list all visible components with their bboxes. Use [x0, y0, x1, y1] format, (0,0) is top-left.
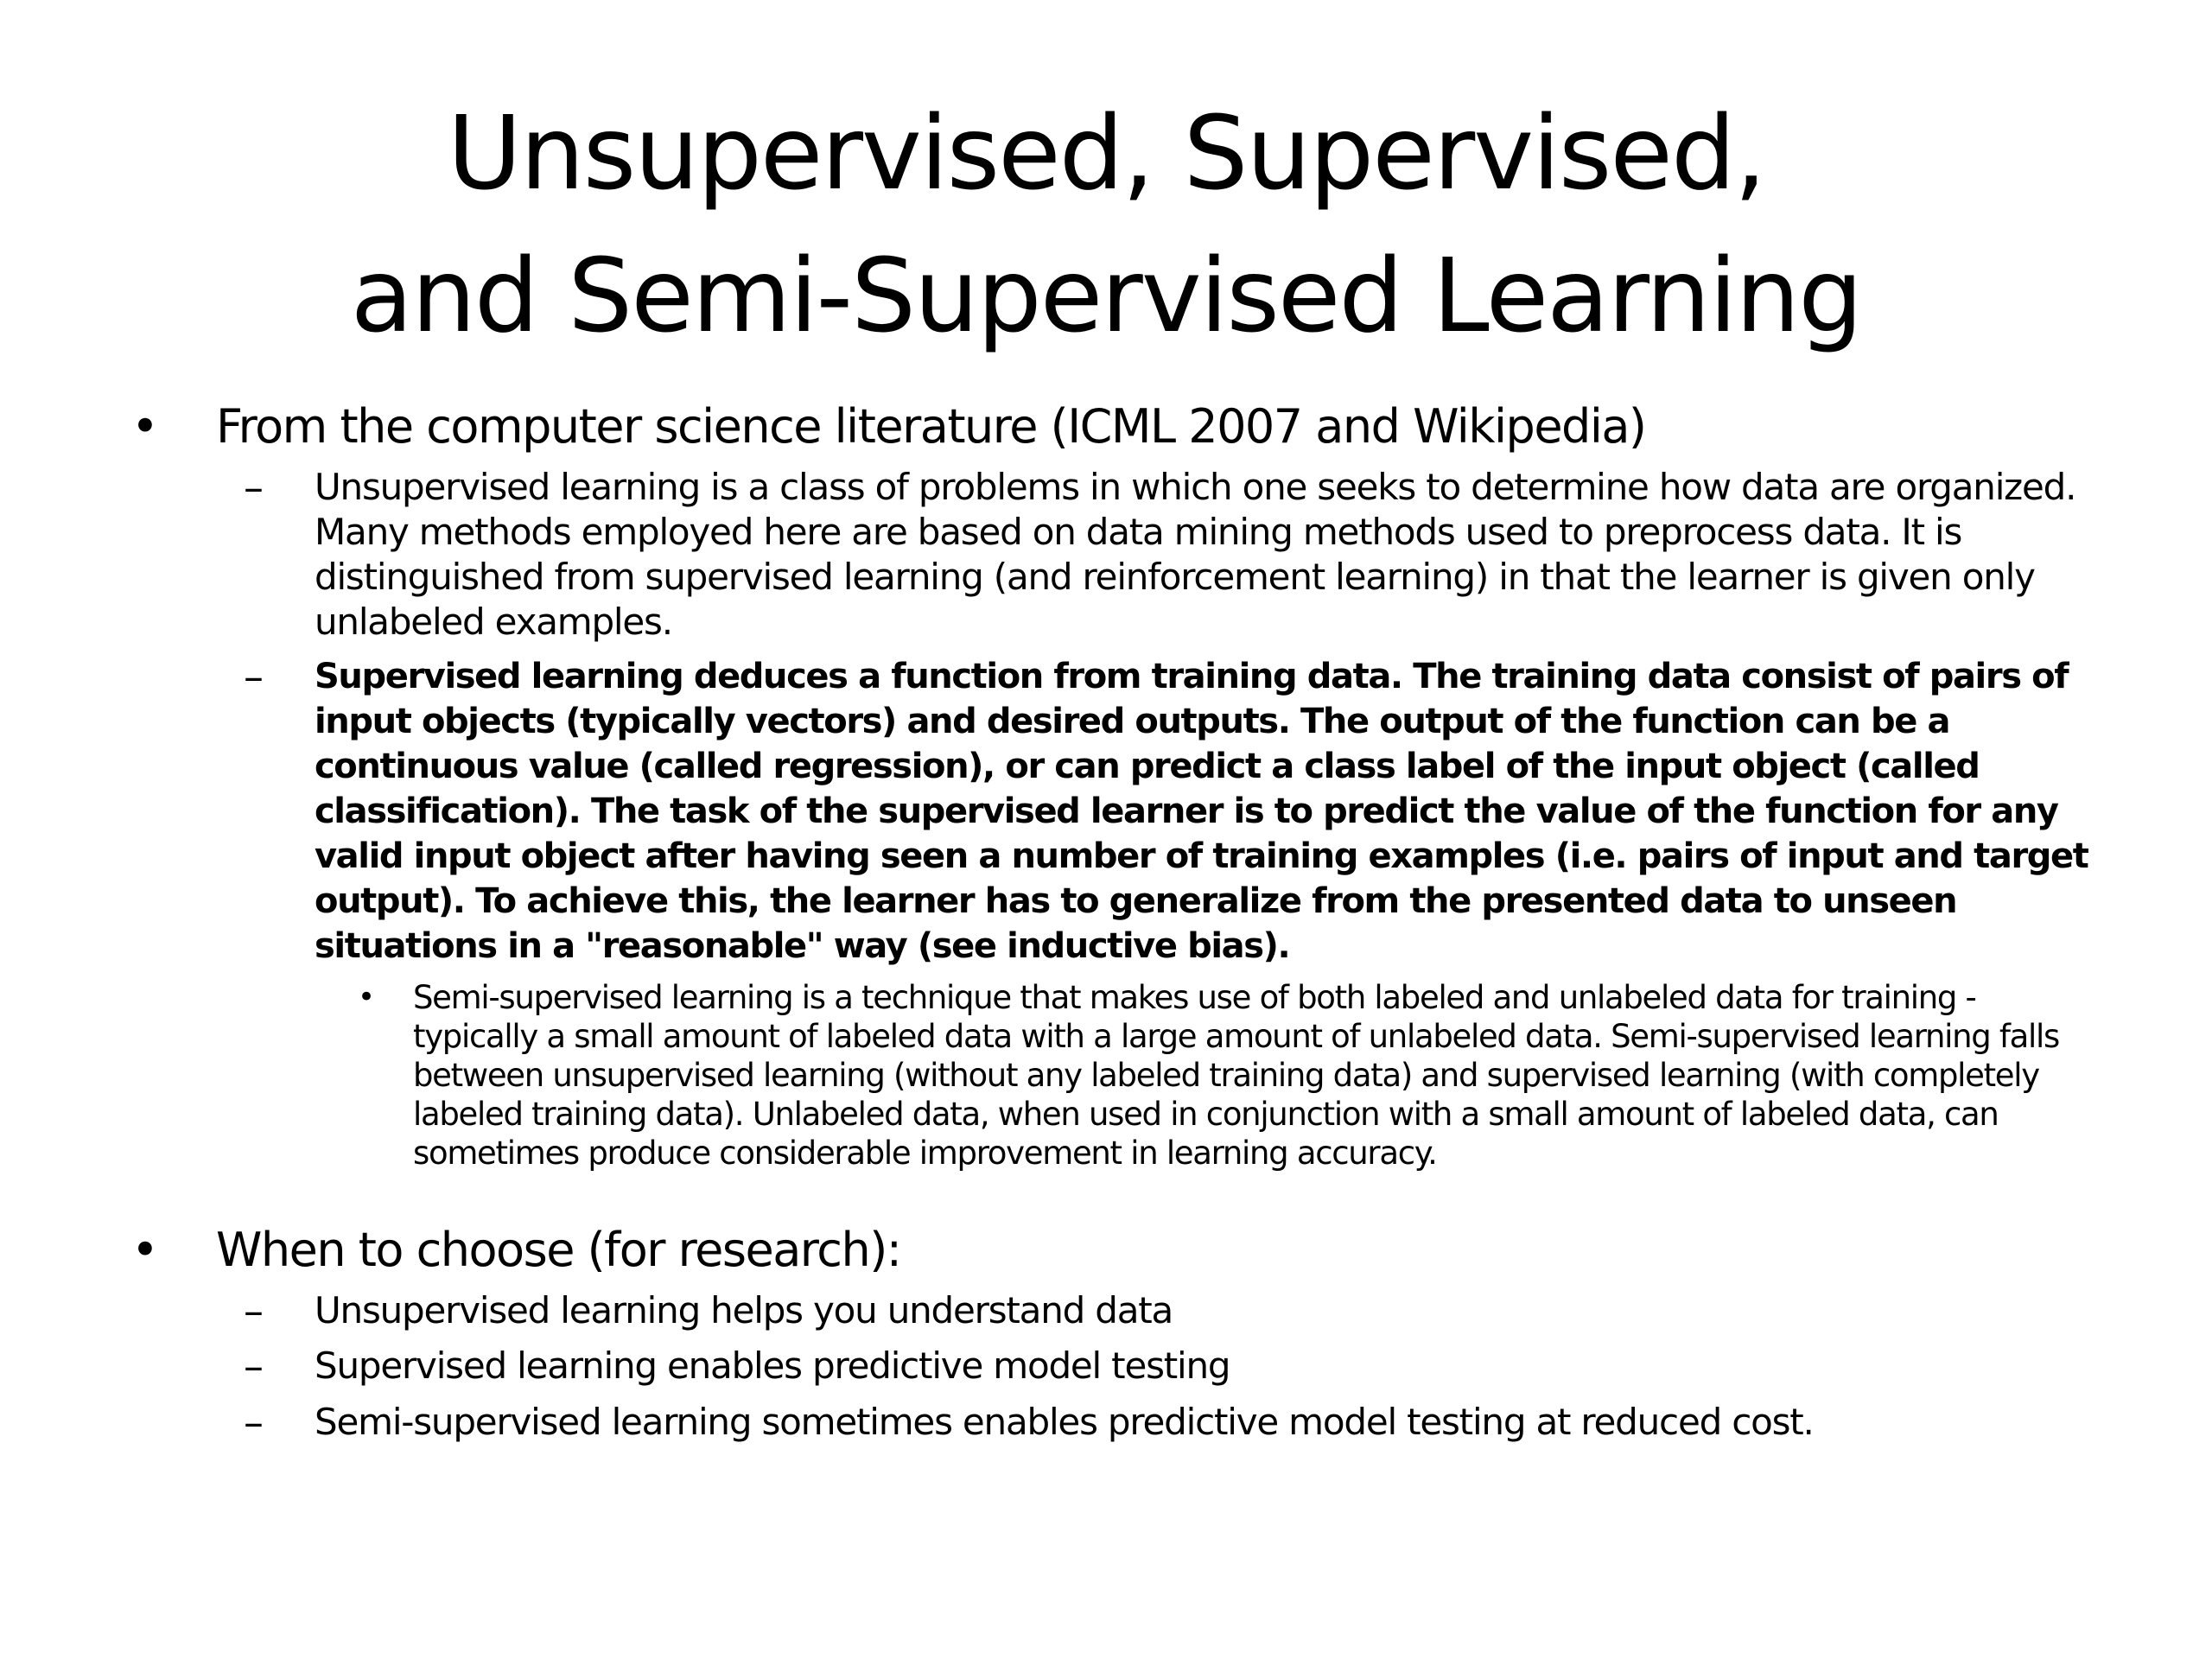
bullet-text: When to choose (for research):: [216, 1223, 901, 1277]
dash-marker: –: [244, 1399, 264, 1446]
sub-bullet-text: Unsupervised learning helps you understand data: [315, 1289, 1173, 1332]
dash-marker: –: [244, 464, 264, 511]
sub-bullet-text: Supervised learning deduces a function from training data. The training data consist of pairs of input objects (typically vectors) and desired outputs. The output of the function can be a continuous value (called regression), or can predict a class label of the input object (called classification). The task of the supervised learner is to predict the value of the function for any valid input object after having seen a number of training examples (i.e. pairs of input and target output). To achieve this, the learner has to generalize from the presented data to unseen situations in a "reasonable" way (see inductive bias).: [315, 657, 2088, 966]
slide-title-line-1: Unsupervised, Supervised,: [447, 93, 1765, 213]
bullet-marker: •: [131, 1223, 159, 1277]
bullet-marker: •: [131, 399, 159, 454]
dash-marker: –: [244, 653, 264, 700]
sub-bullet-text: Unsupervised learning is a class of problems in which one seeks to determine how data are organized. Many methods employed here are based on data mining methods used to preprocess data. It is distinguished from supervised learning (and reinforcement learning) in that the learner is given only unlabeled examples.: [315, 466, 2076, 643]
sub-sub-bullet-text: Semi-supervised learning is a technique that makes use of both labeled and unlabeled data for training - typically a small amount of labeled data with a large amount of unlabeled data. Semi-supervised learning falls between unsupervised learning (without any labeled training data) and supervised learning (with completely labeled training data). Unlabeled data, when used in conjunction with a small amount of labeled data, can sometimes produce considerable improvement in learning accuracy.: [413, 979, 2059, 1172]
dash-marker: –: [244, 1343, 264, 1389]
bullet-marker: •: [358, 980, 376, 1014]
slide-title-line-2: and Semi-Supervised Learning: [350, 236, 1862, 355]
sub-bullet-text: Supervised learning enables predictive model testing: [315, 1344, 1230, 1387]
bullet-text: From the computer science literature (ICML 2007 and Wikipedia): [216, 399, 1646, 454]
sub-bullet-text: Semi-supervised learning sometimes enables predictive model testing at reduced cost.: [315, 1401, 1814, 1443]
dash-marker: –: [244, 1287, 264, 1334]
